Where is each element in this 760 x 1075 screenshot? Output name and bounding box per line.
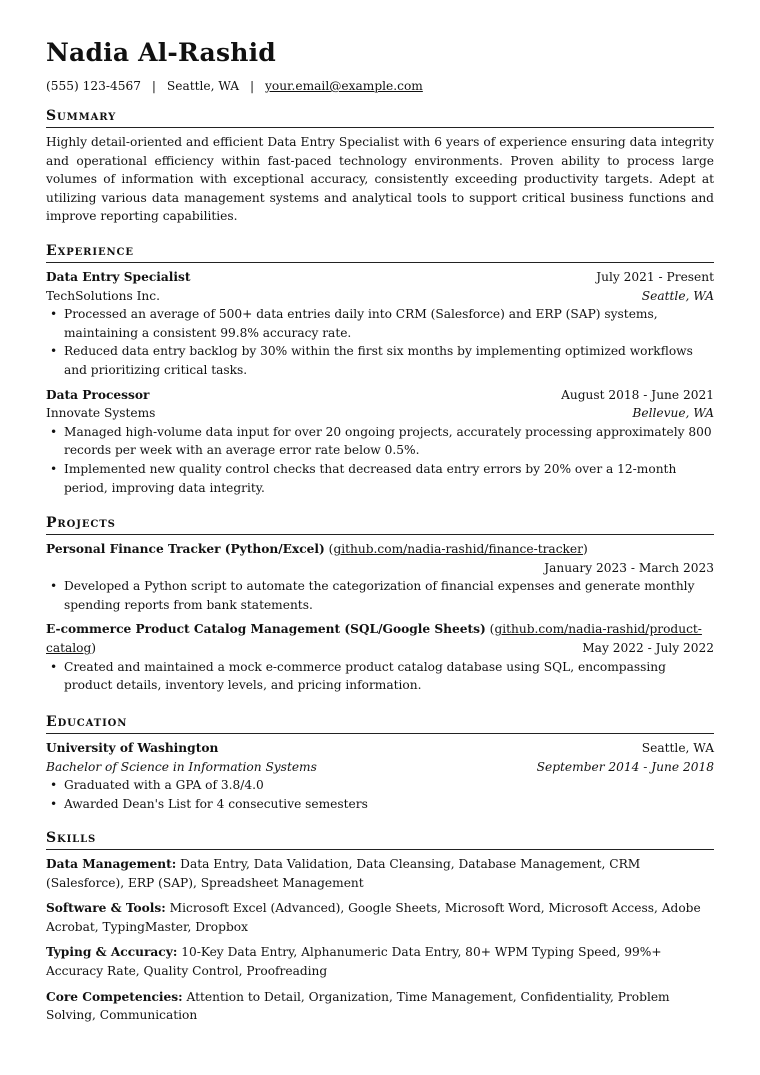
bullet-list [46, 658, 714, 695]
projects-section [46, 513, 714, 701]
education-dates: September 2014 - June 2018 [536, 759, 714, 774]
phone-number: (555) 123-4567 [46, 79, 142, 93]
company-name: TechSolutions Inc. [46, 288, 160, 303]
bullet-list [46, 423, 714, 497]
bullet-item: • Graduated with a GPA of 3.8/4.0 [46, 776, 714, 795]
school-name: University of Washington [46, 741, 219, 755]
candidate-name: Nadia Al-Rashid [46, 38, 276, 67]
project-dates: May 2022 - July 2022 [582, 640, 714, 655]
email-link[interactable]: your.email@example.com [264, 79, 423, 93]
bullet-item: • Processed an average of 500+ data entries daily into CRM (Salesforce) and ERP (SAP) systems, maintaining a consistent 99.8% accuracy rate. [46, 305, 714, 342]
contact-line [46, 77, 423, 96]
bullet-list [46, 577, 714, 614]
skill-label: Software & Tools: [46, 901, 166, 916]
degree: Bachelor of Science in Information Systems [46, 759, 317, 774]
bullet-item: • Implemented new quality control checks that decreased data entry errors by 20% over a 12-month period, improving data integrity. [46, 460, 714, 497]
bullet-list [46, 776, 714, 813]
bullet-item: • Managed high-volume data input for over 20 ongoing projects, accurately processing approximately 800 records per week with an average error rate below 0.5%. [46, 423, 714, 460]
section-heading: Summary [46, 106, 714, 128]
experience-section [46, 241, 714, 503]
separator: | [249, 79, 255, 93]
section-heading: Experience [46, 241, 714, 263]
section-heading: Education [46, 712, 714, 734]
project-link[interactable]: github.com/nadia-rashid/finance-tracker [333, 542, 583, 556]
job-location: Seattle, WA [641, 288, 714, 303]
education-section [46, 712, 714, 813]
project-entry: E-commerce Product Catalog Management (SQL/Google Sheets) (github.com/nadia-rashid/product-catalog) May 2022 - July 2022 • Created and maintained a mock e-commerce product catalog database using SQL, encompassing product details, inventory levels, and pricing information. [46, 620, 714, 694]
company-name: Innovate Systems [46, 406, 156, 421]
bullet-item: • Created and maintained a mock e-commerce product catalog database using SQL, encompassing product details, inventory levels, and pricing information. [46, 658, 714, 695]
job-location: Bellevue, WA [632, 406, 714, 421]
project-title: Personal Finance Tracker (Python/Excel) [46, 542, 325, 556]
project-entry: Personal Finance Tracker (Python/Excel) (github.com/nadia-rashid/finance-tracker) January 2023 - March 2023 • Developed a Python script to automate the categorization of financial expenses and generate monthly spending reports from bank statements. [46, 540, 714, 614]
skill-text: Microsoft Excel (Advanced), Google Sheets, Microsoft Word, Microsoft Access, Adobe Acrobat, TypingMaster, Dropbox [46, 901, 701, 934]
skill-text: 10-Key Data Entry, Alphanumeric Data Entry, 80+ WPM Typing Speed, 99%+ Accuracy Rate, Quality Control, Proofreading [46, 945, 662, 978]
project-link[interactable]: github.com/nadia-rashid/product-catalog [46, 622, 702, 655]
skill-label: Data Management: [46, 857, 177, 871]
skill-group [46, 943, 714, 980]
skill-group [46, 988, 714, 1025]
job-entry [46, 386, 714, 498]
skill-text: Attention to Detail, Organization, Time Management, Confidentiality, Problem Solving, Communication [46, 989, 670, 1023]
skill-group [46, 855, 714, 892]
school-location: Seattle, WA [641, 741, 714, 755]
bullet-list [46, 305, 714, 379]
bullet-item: • Developed a Python script to automate the categorization of financial expenses and generate monthly spending reports from bank statements. [46, 577, 714, 614]
skill-label: Typing & Accuracy: [46, 945, 178, 960]
project-title: E-commerce Product Catalog Management (SQL/Google Sheets) [46, 622, 486, 637]
job-dates: July 2021 - Present [596, 270, 714, 284]
section-heading: Projects [46, 513, 714, 535]
skill-text: Data Entry, Data Validation, Data Cleansing, Database Management, CRM (Salesforce), ERP (SAP), Spreadsheet Management [46, 857, 641, 890]
summary-section [46, 106, 714, 226]
separator: | [151, 79, 157, 93]
job-title: Data Entry Specialist [46, 270, 191, 284]
project-dates: January 2023 - March 2023 [544, 560, 714, 575]
skill-label: Core Competencies: [46, 989, 183, 1004]
section-heading: Skills [46, 828, 714, 850]
job-title: Data Processor [46, 387, 150, 402]
job-entry [46, 268, 714, 380]
job-dates: August 2018 - June 2021 [561, 387, 714, 402]
skills-section [46, 828, 714, 1032]
bullet-item: • Awarded Dean's List for 4 consecutive semesters [46, 795, 714, 814]
location: Seattle, WA [166, 79, 240, 93]
bullet-item: • Reduced data entry backlog by 30% within the first six months by implementing optimized workflows and prioritizing critical tasks. [46, 342, 714, 379]
skill-group [46, 899, 714, 936]
summary-text: Highly detail-oriented and efficient Data Entry Specialist with 6 years of experience ensuring data integrity and operational efficiency within fast-paced technology environments. Proven ability to process large volumes of information with exceptional accuracy, consistently exceeding productivity targets. Adept at utilizing various data management systems and analytical tools to support critical business functions and improve reporting capabilities. [46, 135, 714, 224]
